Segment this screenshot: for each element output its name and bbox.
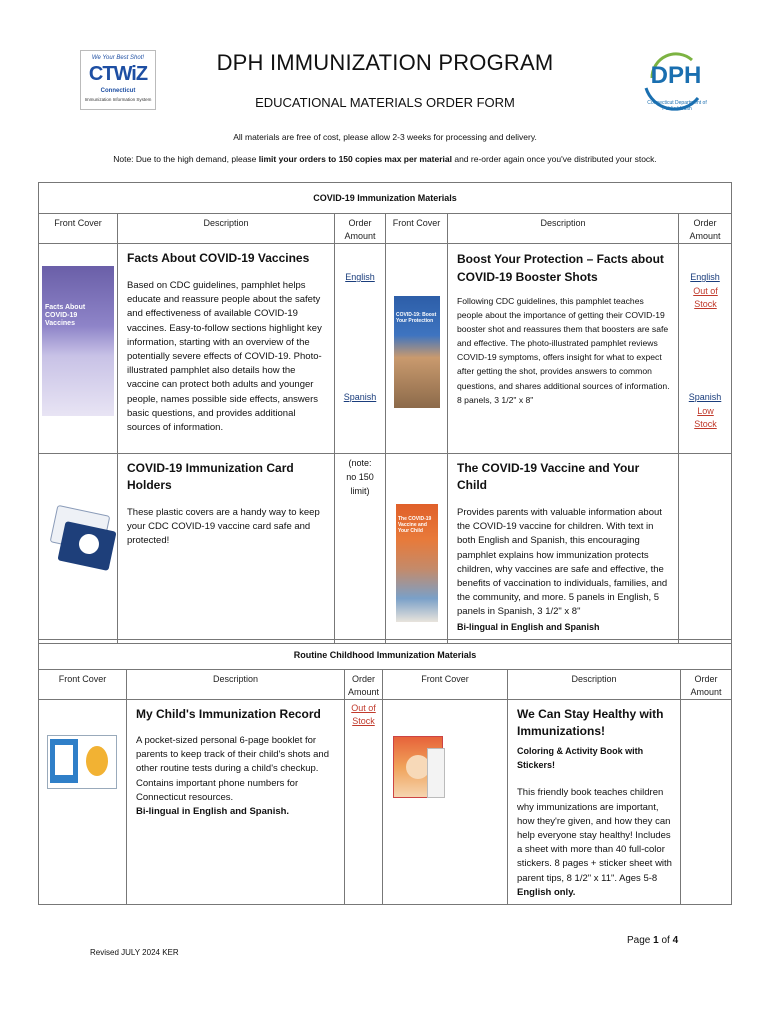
item-body: A pocket-sized personal 6-page booklet for parents to keep track of their child's shots and other routine tests during a child's checkup. Contains important phone numbers for Connecticut resources. bbox=[136, 735, 329, 803]
spanish-stock-status: Low Stock bbox=[694, 406, 717, 429]
col-order-amount: Order Amount bbox=[679, 214, 732, 244]
covid-booster-cover-image bbox=[394, 296, 440, 408]
covid-booster-order[interactable] bbox=[679, 244, 732, 454]
item-body: Based on CDC guidelines, pamphlet helps educate and reassure people about the safety and effectiveness of available COVID-19 vaccines. Easy-to-follow sections highlight key information, starting with an overview of the potentially severe effects of COVID-19. Photo-illustrated pamphlet also details how the vaccine can protect both adults and younger people, names possible side effects, answers basic questions, and provides additional sources of information. bbox=[127, 280, 322, 434]
col-front-cover: Front Cover bbox=[39, 670, 127, 700]
item-title: We Can Stay Healthy with Immunizations! bbox=[517, 707, 664, 738]
childhood-section-title: Routine Childhood Immunization Materials bbox=[39, 640, 732, 670]
item-bold-line: Bi-lingual in English and Spanish bbox=[457, 621, 600, 632]
item-bold-tail: English only. bbox=[517, 886, 576, 898]
covid-child-order[interactable] bbox=[679, 454, 732, 644]
item-title: Facts About COVID-19 Vaccines bbox=[127, 251, 310, 265]
covid-section-title: COVID-19 Immunization Materials bbox=[39, 183, 732, 214]
coloring-book-desc bbox=[508, 700, 681, 905]
item-body: Provides parents with valuable information about the COVID-19 vaccine for children. With text in both English and Spanish, this encouraging pamphlet explains how immunization protects children, why vaccines are safe and effective, the benefits of vaccination to individuals, families, and the community, and more. 5 panels in English, 5 panels in Spanish, 3 1/2" x 8" bbox=[457, 507, 668, 618]
col-front-cover: Front Cover bbox=[39, 214, 118, 244]
item-title: The COVID-19 Vaccine and Your Child bbox=[457, 461, 640, 492]
page-label: Page bbox=[627, 935, 654, 946]
cover-cell bbox=[39, 454, 118, 644]
card-holders-image bbox=[47, 506, 117, 572]
page-subtitle: EDUCATIONAL MATERIALS ORDER FORM bbox=[255, 95, 515, 110]
cover-text: COVID-19: Boost Your Protection bbox=[396, 312, 437, 324]
cover-cell bbox=[383, 700, 508, 905]
demand-note-bold: limit your orders to 150 copies max per material bbox=[258, 154, 452, 164]
col-description: Description bbox=[118, 214, 335, 244]
page-of: of bbox=[658, 935, 673, 946]
demand-note bbox=[0, 154, 770, 164]
covid-booster-desc bbox=[448, 244, 679, 454]
free-note: All materials are free of cost, please allow 2-3 weeks for processing and delivery. bbox=[233, 132, 537, 142]
demand-note-post: and re-order again once you've distributed your stock. bbox=[451, 154, 657, 164]
page-title: DPH IMMUNIZATION PROGRAM bbox=[216, 50, 554, 75]
page-num: 1 bbox=[653, 935, 659, 946]
cover-cell bbox=[386, 454, 448, 644]
record-panel-inner bbox=[55, 745, 73, 775]
bee-mascot-icon bbox=[86, 746, 108, 776]
item-bold-line: Bi-lingual in English and Spanish. bbox=[136, 806, 290, 818]
page-total: 4 bbox=[672, 935, 679, 946]
immunization-record-order[interactable] bbox=[345, 700, 383, 905]
order-spanish-label[interactable]: Spanish bbox=[688, 392, 722, 402]
covid-facts-cover-image bbox=[42, 266, 114, 416]
covid-facts-order[interactable] bbox=[335, 244, 386, 454]
english-stock-status: Out of Stock bbox=[693, 286, 718, 309]
col-description: Description bbox=[448, 214, 679, 244]
card-holders-order[interactable] bbox=[335, 454, 386, 644]
col-order-amount: Order Amount bbox=[345, 670, 383, 700]
ctwiz-system: Immunization Information System bbox=[84, 97, 152, 102]
stock-status: Out of Stock bbox=[351, 703, 376, 726]
page-number bbox=[627, 935, 678, 946]
item-body bbox=[517, 786, 672, 900]
col-description: Description bbox=[127, 670, 345, 700]
covid-materials-table bbox=[38, 182, 732, 644]
cover-text: Facts About COVID-19 Vaccines bbox=[45, 304, 86, 327]
dph-logo bbox=[640, 48, 712, 118]
order-note: (note: no 150 limit) bbox=[346, 458, 374, 496]
immunization-record-image bbox=[47, 735, 117, 789]
item-body: These plastic covers are a handy way to keep your CDC COVID-19 vaccine card safe and protected! bbox=[127, 507, 320, 547]
cover-text: The COVID-19 Vaccine and Your Child bbox=[398, 516, 432, 534]
covid-child-cover-image bbox=[396, 504, 438, 622]
ctwiz-tagline: We Your Best Shot! bbox=[91, 55, 145, 61]
item-title: Boost Your Protection – Facts about COVID-19 Booster Shots bbox=[457, 252, 664, 284]
coloring-book-order[interactable] bbox=[681, 700, 732, 905]
covid-child-desc bbox=[448, 454, 679, 644]
sticker-sheet-image bbox=[427, 748, 445, 798]
immunization-record-desc bbox=[127, 700, 345, 905]
col-order-amount: Order Amount bbox=[335, 214, 386, 244]
col-description: Description bbox=[508, 670, 681, 700]
order-english-label[interactable]: English bbox=[345, 272, 375, 282]
ctwiz-brand: CTWiZ bbox=[88, 63, 148, 85]
order-english-label[interactable]: English bbox=[690, 272, 720, 282]
cover-cell bbox=[39, 244, 118, 454]
dph-org: Connecticut Department of Public Health bbox=[647, 100, 707, 112]
covid-facts-desc bbox=[118, 244, 335, 454]
item-body-text: This friendly book teaches children why immunizations are important, how they're given, and how they can help everyone stay healthy! Includes a sheet with more than 40 full-color stickers. 8 pages + sticker sheet with parent tips, 8 1/2" x 11". Ages 5-8 bbox=[517, 787, 672, 884]
col-order-amount: Order Amount bbox=[681, 670, 732, 700]
revised-note: Revised JULY 2024 KER bbox=[90, 948, 179, 957]
item-title: My Child's Immunization Record bbox=[136, 707, 321, 721]
childhood-materials-table bbox=[38, 639, 732, 905]
col-front-cover: Front Cover bbox=[386, 214, 448, 244]
ctwiz-state: Connecticut bbox=[100, 88, 136, 94]
col-front-cover: Front Cover bbox=[383, 670, 508, 700]
order-spanish-label[interactable]: Spanish bbox=[343, 392, 377, 402]
card-holders-desc bbox=[118, 454, 335, 644]
item-body: Following CDC guidelines, this pamphlet teaches people about the importance of getting their COVID-19 booster shot and reassures them that boosters are safe and effective. The photo-illustrated pamphlet reviews COVID-19 symptoms, offers insight for what to expect after getting the shot, provides answers to common questions, and shares additional sources of information. 8 panels, 3 1/2" x 8" bbox=[457, 296, 670, 405]
cover-cell bbox=[39, 700, 127, 905]
dph-brand: DPH bbox=[650, 62, 702, 89]
demand-note-pre: Note: Due to the high demand, please bbox=[113, 154, 259, 164]
item-title: COVID-19 Immunization Card Holders bbox=[127, 461, 294, 492]
item-subtitle: Coloring & Activity Book with Stickers! bbox=[517, 746, 644, 771]
cover-cell bbox=[386, 244, 448, 454]
